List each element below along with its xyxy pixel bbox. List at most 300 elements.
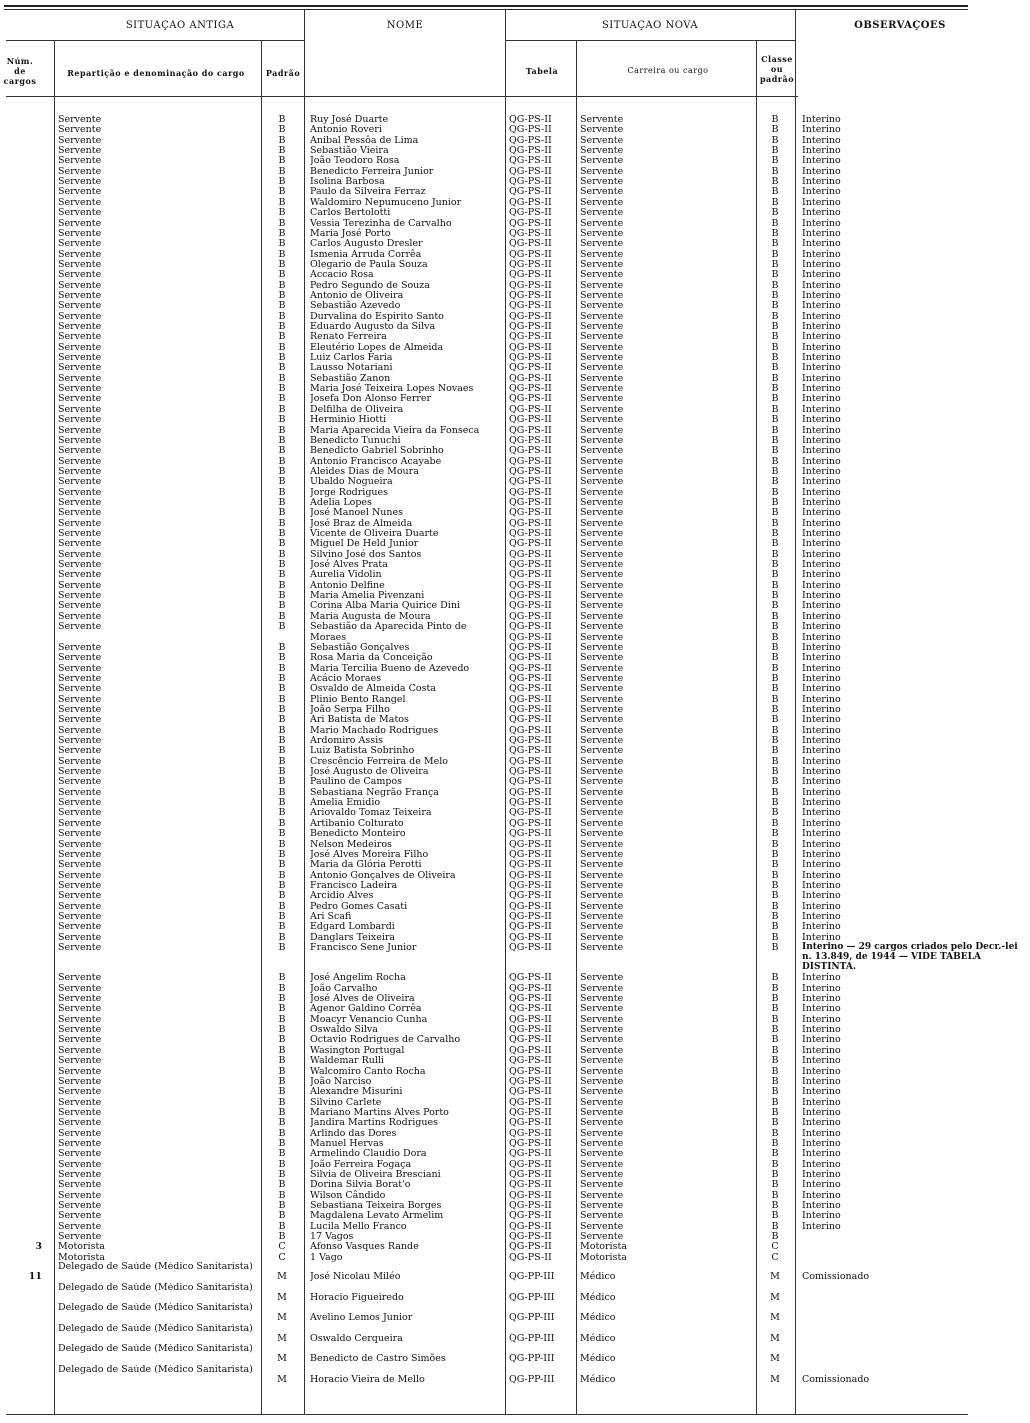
observacoes-cell: Interino xyxy=(802,621,841,633)
classe-cell: B xyxy=(771,993,779,1005)
classe-cell: M xyxy=(770,1291,780,1303)
carreira-cell: Servente xyxy=(580,942,624,953)
padrao-cell: B xyxy=(278,434,286,446)
carreira-cell: Servente xyxy=(580,683,624,695)
observacoes-cell: Interino xyxy=(802,331,841,343)
classe-cell: B xyxy=(771,982,779,994)
padrao-cell: B xyxy=(278,321,286,332)
table-row xyxy=(0,414,1030,425)
tabela-cell: QG-PS-II xyxy=(509,714,552,726)
classe-cell: B xyxy=(771,745,779,757)
nome-cell: João Teodoro Rosa xyxy=(310,155,400,167)
table-row xyxy=(0,807,1030,818)
classe-cell: B xyxy=(771,1137,779,1149)
nome-cell: Accacio Rosa xyxy=(310,269,374,281)
table-row xyxy=(0,435,1030,446)
classe-cell: B xyxy=(771,352,779,364)
padrao-cell: B xyxy=(278,269,286,281)
padrao-cell: B xyxy=(278,828,286,840)
classe-cell: B xyxy=(771,310,779,322)
classe-cell: B xyxy=(771,1055,779,1067)
header-situacao-antiga: SITUAÇAO ANTIGA xyxy=(125,20,235,31)
classe-cell: B xyxy=(771,1179,779,1191)
table-row xyxy=(0,797,1030,808)
padrao-cell: B xyxy=(278,331,286,343)
nome-cell: Miguel De Held Junior xyxy=(310,538,419,550)
padrao-cell: C xyxy=(278,1241,286,1253)
nome-cell: Corina Alba Maria Quirice Dini xyxy=(310,600,460,612)
classe-cell: B xyxy=(771,300,779,312)
padrao-cell: B xyxy=(278,1086,286,1098)
reparticao-cell: Servente xyxy=(58,1003,102,1015)
observacoes-cell: Interino xyxy=(802,1210,841,1222)
table-row xyxy=(0,445,1030,456)
padrao-cell: B xyxy=(278,1189,286,1201)
nome-cell: Mariano Martins Alves Porto xyxy=(310,1106,449,1118)
carreira-cell: Servente xyxy=(580,1075,624,1087)
classe-cell: B xyxy=(771,1075,779,1087)
padrao-cell: M xyxy=(277,1353,287,1365)
observacoes-cell: Interino — 29 cargos criados pelo Decr.-lei n. 13.849, de 1944 — VIDE TABELA DISTINTA. xyxy=(802,942,1018,972)
padrao-cell: B xyxy=(278,134,286,146)
reparticao-cell: Servente xyxy=(58,1013,102,1025)
reparticao-cell: Servente xyxy=(58,455,102,467)
nome-cell: Ardomiro Assis xyxy=(310,735,384,746)
reparticao-cell: Servente xyxy=(58,1075,102,1087)
classe-cell: B xyxy=(771,248,779,260)
reparticao-cell: Servente xyxy=(58,434,102,446)
tabela-cell: QG-PS-II xyxy=(509,900,552,912)
observacoes-cell: Interino xyxy=(802,403,841,415)
reparticao-cell: Servente xyxy=(58,548,102,560)
classe-cell: B xyxy=(771,672,779,684)
classe-cell: B xyxy=(771,424,779,436)
observacoes-cell: Interino xyxy=(802,528,841,539)
padrao-cell: B xyxy=(278,507,286,519)
padrao-cell: B xyxy=(278,1003,286,1015)
nome-cell: Artibanio Colturato xyxy=(310,817,404,829)
padrao-cell: B xyxy=(278,879,286,891)
table-row xyxy=(0,1179,1030,1190)
header-num-cargos: Núm. de cargos xyxy=(3,56,37,86)
table-row xyxy=(0,166,1030,177)
observacoes-cell: Interino xyxy=(802,807,841,819)
reparticao-cell: Servente xyxy=(58,683,102,695)
nome-cell: Maria Amelia Pivenzani xyxy=(310,590,425,602)
classe-cell: B xyxy=(771,652,779,664)
reparticao-cell: Servente xyxy=(58,755,102,767)
padrao-cell: B xyxy=(278,176,286,188)
table-row xyxy=(0,1169,1030,1180)
padrao-cell: C xyxy=(278,1251,286,1263)
classe-cell: C xyxy=(771,1251,779,1263)
tabela-cell: QG-PS-II xyxy=(509,755,552,767)
nome-cell: Nelson Medeiros xyxy=(310,838,392,850)
classe-cell: B xyxy=(771,165,779,177)
reparticao-cell: Servente xyxy=(58,331,102,343)
table-row xyxy=(0,311,1030,322)
observacoes-cell: Interino xyxy=(802,838,841,850)
tabela-cell: QG-PS-II xyxy=(509,1117,552,1129)
nome-cell: Sebastiana Teixeira Borges xyxy=(310,1200,442,1212)
reparticao-cell: Delegado de Saúde (Médico Sanitarista) xyxy=(58,1303,253,1314)
reparticao-cell: Servente xyxy=(58,321,102,332)
carreira-cell: Servente xyxy=(580,455,624,467)
classe-cell: B xyxy=(771,155,779,167)
num-cargos-cell: 3 xyxy=(35,1241,42,1253)
classe-cell: B xyxy=(771,1200,779,1212)
tabela-cell: QG-PS-II xyxy=(509,196,552,208)
observacoes-cell: Interino xyxy=(802,538,841,550)
classe-cell: B xyxy=(771,921,779,933)
classe-cell: C xyxy=(771,1241,779,1253)
tabela-cell: QG-PS-II xyxy=(509,1200,552,1212)
reparticao-cell: Servente xyxy=(58,186,102,198)
reparticao-cell: Servente xyxy=(58,445,102,457)
table-row xyxy=(0,559,1030,570)
nome-cell: Sebastiana Negrão França xyxy=(310,786,439,798)
observacoes-cell: Interino xyxy=(802,445,841,457)
classe-cell: B xyxy=(771,931,779,943)
classe-cell: B xyxy=(771,590,779,602)
observacoes-cell: Interino xyxy=(802,1158,841,1170)
padrao-cell: B xyxy=(278,352,286,364)
table-row xyxy=(0,849,1030,860)
observacoes-cell: Interino xyxy=(802,1189,841,1201)
classe-cell: B xyxy=(771,445,779,457)
padrao-cell: B xyxy=(278,993,286,1005)
table-row xyxy=(0,1221,1030,1232)
reparticao-cell: Servente xyxy=(58,424,102,436)
reparticao-cell: Servente xyxy=(58,766,102,778)
tabela-cell: QG-PS-II xyxy=(509,1127,552,1139)
tabela-cell: QG-PP-III xyxy=(509,1291,555,1303)
nome-cell: Horacio Vieira de Mello xyxy=(310,1373,425,1385)
observacoes-cell: Interino xyxy=(802,652,841,664)
nome-cell: Aurelia Vidolin xyxy=(310,569,382,581)
header-tabela: Tabela xyxy=(525,66,559,76)
reparticao-cell: Servente xyxy=(58,403,102,415)
carreira-cell: Servente xyxy=(580,548,624,560)
tabela-cell: QG-PS-II xyxy=(509,641,552,653)
observacoes-cell: Interino xyxy=(802,289,841,301)
classe-cell: B xyxy=(771,786,779,798)
reparticao-cell: Servente xyxy=(58,114,102,125)
table-row xyxy=(0,538,1030,549)
nome-cell: Herminio Hiotti xyxy=(310,414,387,426)
observacoes-cell: Interino xyxy=(802,465,841,477)
reparticao-cell: Servente xyxy=(58,155,102,167)
classe-cell: B xyxy=(771,735,779,746)
tabela-cell: QG-PS-II xyxy=(509,383,552,395)
observacoes-cell: Interino xyxy=(802,1127,841,1139)
table-row xyxy=(0,1128,1030,1139)
nome-cell: Maria Augusta de Moura xyxy=(310,610,431,622)
carreira-cell: Servente xyxy=(580,331,624,343)
nome-cell: Lucila Mello Franco xyxy=(310,1220,407,1232)
observacoes-cell: Interino xyxy=(802,890,841,902)
nome-cell: Maria Aparecida Vieira da Fonseca xyxy=(310,424,480,436)
carreira-cell: Servente xyxy=(580,807,624,819)
tabela-cell: QG-PS-II xyxy=(509,207,552,219)
carreira-cell: Servente xyxy=(580,496,624,508)
table-row xyxy=(0,207,1030,218)
nome-cell: Jandira Martins Rodrigues xyxy=(310,1117,438,1129)
tabela-cell: QG-PS-II xyxy=(509,538,552,550)
carreira-cell: Servente xyxy=(580,755,624,767)
nome-cell: Delfilha de Oliveira xyxy=(310,403,404,415)
carreira-cell: Servente xyxy=(580,910,624,922)
nome-cell: Armelindo Claudio Dora xyxy=(310,1148,427,1160)
reparticao-cell: Servente xyxy=(58,559,102,571)
tabela-cell: QG-PS-II xyxy=(509,1106,552,1118)
padrao-cell: B xyxy=(278,145,286,157)
table-row xyxy=(0,321,1030,332)
reparticao-cell: Servente xyxy=(58,465,102,477)
padrao-cell: B xyxy=(278,383,286,395)
reparticao-cell: Servente xyxy=(58,1220,102,1232)
reparticao-cell: Servente xyxy=(58,1034,102,1046)
tabela-cell: QG-PS-II xyxy=(509,372,552,384)
padrao-cell: B xyxy=(278,703,286,715)
table-row xyxy=(0,518,1030,529)
nome-cell: Acácio Moraes xyxy=(310,672,382,684)
table-row xyxy=(0,1097,1030,1108)
nome-cell: Horacio Figueiredo xyxy=(310,1291,404,1303)
observacoes-cell: Interino xyxy=(802,910,841,922)
nome-cell: Lausso Notariani xyxy=(310,362,393,374)
carreira-cell: Servente xyxy=(580,641,624,653)
padrao-cell: B xyxy=(278,1075,286,1087)
carreira-cell: Servente xyxy=(580,424,624,436)
padrao-cell: B xyxy=(278,848,286,860)
padrao-cell: B xyxy=(278,610,286,622)
reparticao-cell: Servente xyxy=(58,859,102,871)
observacoes-cell: Interino xyxy=(802,372,841,384)
table-row xyxy=(0,859,1030,870)
nome-cell: Avelino Lemos Junior xyxy=(310,1312,413,1324)
observacoes-cell: Interino xyxy=(802,176,841,188)
classe-cell: B xyxy=(771,145,779,157)
table-row xyxy=(0,1148,1030,1159)
tabela-cell: QG-PS-II xyxy=(509,528,552,539)
observacoes-cell: Interino xyxy=(802,207,841,219)
carreira-cell: Servente xyxy=(580,900,624,912)
reparticao-cell: Servente xyxy=(58,207,102,219)
table-row xyxy=(0,393,1030,404)
tabela-cell: QG-PS-II xyxy=(509,993,552,1005)
table-row xyxy=(0,155,1030,166)
observacoes-cell: Interino xyxy=(802,931,841,943)
classe-cell: B xyxy=(771,600,779,612)
carreira-cell: Servente xyxy=(580,1148,624,1160)
classe-cell: B xyxy=(771,486,779,498)
table-row xyxy=(0,507,1030,518)
table-row xyxy=(0,290,1030,301)
classe-cell: B xyxy=(771,1024,779,1036)
observacoes-cell: Interino xyxy=(802,786,841,798)
reparticao-cell: Servente xyxy=(58,621,102,633)
classe-cell: B xyxy=(771,1096,779,1108)
reparticao-cell: Servente xyxy=(58,1179,102,1191)
observacoes-cell: Interino xyxy=(802,1220,841,1232)
table-row xyxy=(0,972,1030,983)
classe-cell: B xyxy=(771,621,779,633)
nome-cell: Antonio Gonçalves de Oliveira xyxy=(310,869,456,881)
tabela-cell: QG-PS-II xyxy=(509,258,552,270)
table-row xyxy=(0,466,1030,477)
carreira-cell: Servente xyxy=(580,393,624,405)
nome-cell: Antonio Roveri xyxy=(310,124,382,136)
table-row xyxy=(0,1066,1030,1077)
table-row xyxy=(0,1117,1030,1128)
padrao-cell: B xyxy=(278,714,286,726)
nome-cell: Antonio de Oliveira xyxy=(310,289,404,301)
nome-cell: José Augusto de Oliveira xyxy=(310,766,429,778)
carreira-cell: Servente xyxy=(580,735,624,746)
padrao-cell: B xyxy=(278,869,286,881)
nome-cell: Silvino Carlete xyxy=(310,1096,382,1108)
padrao-cell: B xyxy=(278,838,286,850)
reparticao-cell: Servente xyxy=(58,1106,102,1118)
padrao-cell: B xyxy=(278,496,286,508)
reparticao-cell: Servente xyxy=(58,248,102,260)
observacoes-cell: Interino xyxy=(802,496,841,508)
nome-cell: João Narciso xyxy=(310,1075,372,1087)
tabela-cell: QG-PS-II xyxy=(509,352,552,364)
nome-cell: Carlos Augusto Dresler xyxy=(310,238,423,250)
carreira-cell: Servente xyxy=(580,590,624,602)
padrao-cell: B xyxy=(278,621,286,633)
classe-cell: B xyxy=(771,641,779,653)
nome-cell: Wilson Cândido xyxy=(310,1189,386,1201)
classe-cell: B xyxy=(771,476,779,488)
nome-cell: Sebastião Zanon xyxy=(310,372,391,384)
table-row xyxy=(0,569,1030,580)
observacoes-cell: Interino xyxy=(802,797,841,809)
classe-cell: B xyxy=(771,848,779,860)
tabela-cell: QG-PS-II xyxy=(509,165,552,177)
nome-cell: José Alves de Oliveira xyxy=(310,993,415,1005)
tabela-cell: QG-PS-II xyxy=(509,331,552,343)
observacoes-cell: Interino xyxy=(802,1106,841,1118)
reparticao-cell: Servente xyxy=(58,341,102,353)
table-row xyxy=(0,228,1030,239)
observacoes-cell: Interino xyxy=(802,703,841,715)
padrao-cell: B xyxy=(278,1231,286,1243)
observacoes-cell: Interino xyxy=(802,1044,841,1056)
nome-cell: Olegario de Paula Souza xyxy=(310,258,428,270)
reparticao-cell: Servente xyxy=(58,528,102,539)
tabela-cell: QG-PS-II xyxy=(509,1251,552,1263)
carreira-cell: Motorista xyxy=(580,1241,627,1253)
observacoes-cell: Interino xyxy=(802,393,841,405)
classe-cell: B xyxy=(771,134,779,146)
reparticao-cell: Servente xyxy=(58,890,102,902)
padrao-cell: B xyxy=(278,465,286,477)
classe-cell: B xyxy=(771,910,779,922)
table-row xyxy=(0,238,1030,249)
reparticao-cell: Servente xyxy=(58,993,102,1005)
table-row xyxy=(0,880,1030,891)
carreira-cell: Servente xyxy=(580,445,624,457)
observacoes-cell: Interino xyxy=(802,145,841,157)
observacoes-cell: Interino xyxy=(802,1065,841,1077)
classe-cell: B xyxy=(771,321,779,332)
padrao-cell: B xyxy=(278,414,286,426)
padrao-cell: B xyxy=(278,672,286,684)
observacoes-cell: Interino xyxy=(802,972,841,984)
observacoes-cell: Interino xyxy=(802,424,841,436)
padrao-cell: B xyxy=(278,817,286,829)
classe-cell: B xyxy=(771,1013,779,1025)
classe-cell: B xyxy=(771,579,779,591)
padrao-cell: B xyxy=(278,248,286,260)
padrao-cell: B xyxy=(278,227,286,239)
classe-cell: B xyxy=(771,548,779,560)
nome-cell: Ari Batista de Matos xyxy=(310,714,409,726)
table-row xyxy=(0,352,1030,363)
tabela-cell: QG-PS-II xyxy=(509,1210,552,1222)
reparticao-cell: Servente xyxy=(58,590,102,602)
nome-cell: Walcomiro Canto Rocha xyxy=(310,1065,426,1077)
carreira-cell: Servente xyxy=(580,1013,624,1025)
reparticao-cell: Servente xyxy=(58,900,102,912)
reparticao-cell: Servente xyxy=(58,579,102,591)
carreira-cell: Servente xyxy=(580,403,624,415)
padrao-cell: B xyxy=(278,859,286,871)
reparticao-cell: Servente xyxy=(58,1137,102,1149)
classe-cell: M xyxy=(770,1312,780,1324)
classe-cell: B xyxy=(771,631,779,643)
tabela-cell: QG-PS-II xyxy=(509,559,552,571)
table-row xyxy=(0,901,1030,912)
observacoes-cell: Interino xyxy=(802,124,841,136)
classe-cell: B xyxy=(771,1127,779,1139)
bottom-rule xyxy=(6,1414,968,1415)
reparticao-cell: Servente xyxy=(58,196,102,208)
classe-cell: B xyxy=(771,383,779,395)
table-row xyxy=(0,1159,1030,1170)
classe-cell: M xyxy=(770,1353,780,1365)
classe-cell: B xyxy=(771,1003,779,1015)
tabela-cell: QG-PS-II xyxy=(509,817,552,829)
observacoes-cell: Interino xyxy=(802,921,841,933)
classe-cell: M xyxy=(770,1271,780,1283)
reparticao-cell: Servente xyxy=(58,1055,102,1067)
carreira-cell: Médico xyxy=(580,1353,616,1365)
reparticao-cell: Servente xyxy=(58,393,102,405)
carreira-cell: Servente xyxy=(580,1106,624,1118)
tabela-cell: QG-PS-II xyxy=(509,921,552,933)
nome-cell: Isolina Barbosa xyxy=(310,176,385,188)
table-row xyxy=(0,1282,1030,1303)
tabela-cell: QG-PS-II xyxy=(509,631,552,643)
padrao-cell: B xyxy=(278,455,286,467)
padrao-cell: B xyxy=(278,1034,286,1046)
carreira-cell: Servente xyxy=(580,838,624,850)
padrao-cell: B xyxy=(278,310,286,322)
table-row xyxy=(0,839,1030,850)
table-row xyxy=(0,1303,1030,1324)
table-row xyxy=(0,652,1030,663)
table-row xyxy=(0,218,1030,229)
padrao-cell: B xyxy=(278,921,286,933)
reparticao-cell: Servente xyxy=(58,735,102,746)
observacoes-cell: Interino xyxy=(802,186,841,198)
nome-cell: José Braz de Almeida xyxy=(310,517,413,529)
nome-cell: Ruy José Duarte xyxy=(310,114,389,125)
